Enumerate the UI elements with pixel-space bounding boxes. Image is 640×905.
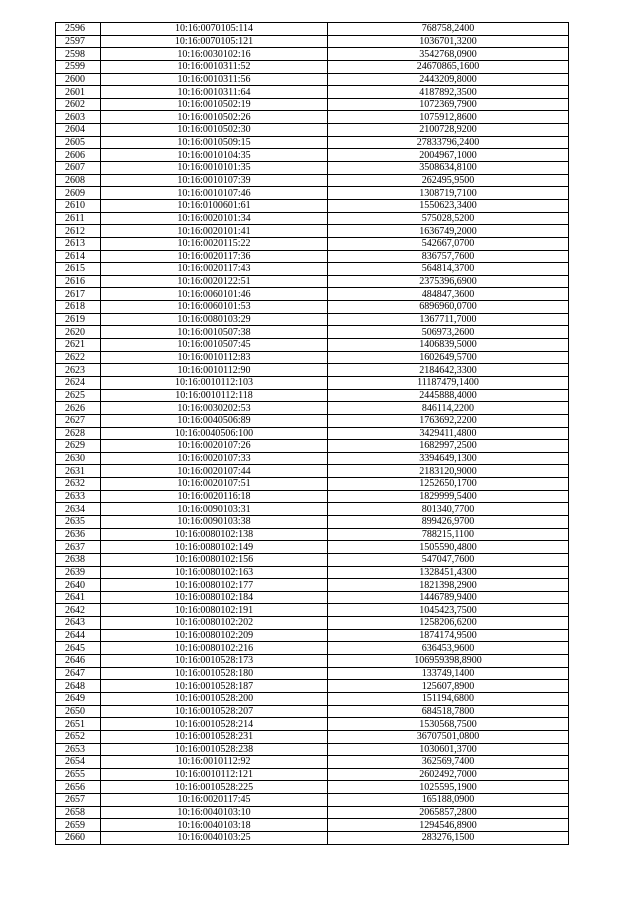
cadastral-number-cell: 10:16:0010528:207 bbox=[101, 705, 328, 718]
cadastral-number-cell: 10:16:0080102:149 bbox=[101, 541, 328, 554]
row-number-cell: 2622 bbox=[56, 351, 101, 364]
table-row bbox=[56, 756, 569, 769]
row-number-cell: 2631 bbox=[56, 465, 101, 478]
cadastral-number-cell: 10:16:0040506:89 bbox=[101, 414, 328, 427]
row-number-cell: 2637 bbox=[56, 541, 101, 554]
table-row bbox=[56, 680, 569, 693]
row-number-cell: 2658 bbox=[56, 806, 101, 819]
table-row bbox=[56, 528, 569, 541]
cadastral-number-cell: 10:16:0040103:10 bbox=[101, 806, 328, 819]
cadastral-value-cell: 125607,8900 bbox=[328, 680, 569, 693]
row-number-cell: 2640 bbox=[56, 579, 101, 592]
cadastral-number-cell: 10:16:0010112:118 bbox=[101, 389, 328, 402]
cadastral-number-cell: 10:16:0010112:103 bbox=[101, 376, 328, 389]
row-number-cell: 2632 bbox=[56, 478, 101, 491]
row-number-cell: 2607 bbox=[56, 162, 101, 175]
cadastral-value-cell: 1075912,8600 bbox=[328, 111, 569, 124]
cadastral-value-cell: 542667,0700 bbox=[328, 237, 569, 250]
table-row bbox=[56, 250, 569, 263]
table-row bbox=[56, 339, 569, 352]
cadastral-number-cell: 10:16:0010528:225 bbox=[101, 781, 328, 794]
row-number-cell: 2605 bbox=[56, 136, 101, 149]
cadastral-value-cell: 1258206,6200 bbox=[328, 617, 569, 630]
row-number-cell: 2624 bbox=[56, 376, 101, 389]
table-row bbox=[56, 98, 569, 111]
row-number-cell: 2656 bbox=[56, 781, 101, 794]
cadastral-value-cell: 1036701,3200 bbox=[328, 35, 569, 48]
cadastral-value-cell: 836757,7600 bbox=[328, 250, 569, 263]
cadastral-number-cell: 10:16:0080102:184 bbox=[101, 591, 328, 604]
table-row bbox=[56, 73, 569, 86]
cadastral-value-cell: 151194,6800 bbox=[328, 692, 569, 705]
table-row bbox=[56, 743, 569, 756]
row-number-cell: 2660 bbox=[56, 832, 101, 845]
cadastral-number-cell: 10:16:0020115:22 bbox=[101, 237, 328, 250]
table-row bbox=[56, 48, 569, 61]
cadastral-value-cell: 1367711,7000 bbox=[328, 313, 569, 326]
cadastral-value-cell: 2184642,3300 bbox=[328, 364, 569, 377]
table-row bbox=[56, 515, 569, 528]
cadastral-number-cell: 10:16:0080102:138 bbox=[101, 528, 328, 541]
row-number-cell: 2618 bbox=[56, 301, 101, 314]
cadastral-number-cell: 10:16:0020107:26 bbox=[101, 440, 328, 453]
cadastral-number-cell: 10:16:0030102:16 bbox=[101, 48, 328, 61]
cadastral-number-cell: 10:16:0010502:30 bbox=[101, 124, 328, 137]
table-row bbox=[56, 389, 569, 402]
cadastral-number-cell: 10:16:0060101:53 bbox=[101, 301, 328, 314]
row-number-cell: 2613 bbox=[56, 237, 101, 250]
table-row bbox=[56, 351, 569, 364]
row-number-cell: 2657 bbox=[56, 794, 101, 807]
cadastral-value-cell: 1406839,5000 bbox=[328, 339, 569, 352]
cadastral-number-cell: 10:16:0080102:177 bbox=[101, 579, 328, 592]
cadastral-number-cell: 10:16:0020107:33 bbox=[101, 452, 328, 465]
row-number-cell: 2651 bbox=[56, 718, 101, 731]
cadastral-number-cell: 10:16:0010528:214 bbox=[101, 718, 328, 731]
row-number-cell: 2643 bbox=[56, 617, 101, 630]
cadastral-number-cell: 10:16:0080103:29 bbox=[101, 313, 328, 326]
table-row bbox=[56, 730, 569, 743]
cadastral-value-cell: 3429411,4800 bbox=[328, 427, 569, 440]
row-number-cell: 2609 bbox=[56, 187, 101, 200]
table-row bbox=[56, 819, 569, 832]
table-row bbox=[56, 174, 569, 187]
cadastral-value-cell: 768758,2400 bbox=[328, 23, 569, 36]
cadastral-value-cell: 1829999,5400 bbox=[328, 490, 569, 503]
cadastral-number-cell: 10:16:0040506:100 bbox=[101, 427, 328, 440]
cadastral-value-cell: 1874174,9500 bbox=[328, 629, 569, 642]
row-number-cell: 2623 bbox=[56, 364, 101, 377]
row-number-cell: 2615 bbox=[56, 263, 101, 276]
table-row bbox=[56, 364, 569, 377]
cadastral-number-cell: 10:16:0010502:19 bbox=[101, 98, 328, 111]
cadastral-value-cell: 801340,7700 bbox=[328, 503, 569, 516]
cadastral-value-cell: 506973,2600 bbox=[328, 326, 569, 339]
cadastral-value-cell: 636453,9600 bbox=[328, 642, 569, 655]
cadastral-value-cell: 1030601,3700 bbox=[328, 743, 569, 756]
table-row bbox=[56, 136, 569, 149]
row-number-cell: 2630 bbox=[56, 452, 101, 465]
cadastral-value-cell: 2375396,6900 bbox=[328, 275, 569, 288]
row-number-cell: 2626 bbox=[56, 402, 101, 415]
cadastral-value-cell: 2602492,7000 bbox=[328, 768, 569, 781]
cadastral-number-cell: 10:16:0010528:187 bbox=[101, 680, 328, 693]
row-number-cell: 2600 bbox=[56, 73, 101, 86]
cadastral-value-cell: 1505590,4800 bbox=[328, 541, 569, 554]
table-row bbox=[56, 376, 569, 389]
row-number-cell: 2614 bbox=[56, 250, 101, 263]
table-row bbox=[56, 402, 569, 415]
row-number-cell: 2659 bbox=[56, 819, 101, 832]
cadastral-value-cell: 133749,1400 bbox=[328, 667, 569, 680]
table-row bbox=[56, 629, 569, 642]
cadastral-number-cell: 10:16:0010107:39 bbox=[101, 174, 328, 187]
cadastral-value-cell: 1045423,7500 bbox=[328, 604, 569, 617]
row-number-cell: 2646 bbox=[56, 655, 101, 668]
cadastral-value-cell: 3394649,1300 bbox=[328, 452, 569, 465]
cadastral-value-cell: 547047,7600 bbox=[328, 553, 569, 566]
cadastral-number-cell: 10:16:0020117:45 bbox=[101, 794, 328, 807]
table-row bbox=[56, 199, 569, 212]
table-row bbox=[56, 111, 569, 124]
cadastral-value-cell: 1530568,7500 bbox=[328, 718, 569, 731]
cadastral-number-cell: 10:16:0080102:209 bbox=[101, 629, 328, 642]
cadastral-value-cell: 1072369,7900 bbox=[328, 98, 569, 111]
cadastral-number-cell: 10:16:0010311:56 bbox=[101, 73, 328, 86]
row-number-cell: 2644 bbox=[56, 629, 101, 642]
row-number-cell: 2597 bbox=[56, 35, 101, 48]
row-number-cell: 2650 bbox=[56, 705, 101, 718]
cadastral-number-cell: 10:16:0010528:238 bbox=[101, 743, 328, 756]
table-row bbox=[56, 414, 569, 427]
row-number-cell: 2627 bbox=[56, 414, 101, 427]
row-number-cell: 2608 bbox=[56, 174, 101, 187]
cadastral-value-cell: 1308719,7100 bbox=[328, 187, 569, 200]
cadastral-value-cell: 24670865,1600 bbox=[328, 60, 569, 73]
table-row bbox=[56, 794, 569, 807]
row-number-cell: 2652 bbox=[56, 730, 101, 743]
cadastral-value-cell: 484847,3600 bbox=[328, 288, 569, 301]
cadastral-value-cell: 106959398,8900 bbox=[328, 655, 569, 668]
table-row bbox=[56, 212, 569, 225]
cadastral-number-cell: 10:16:0010311:64 bbox=[101, 86, 328, 99]
cadastral-value-cell: 2100728,9200 bbox=[328, 124, 569, 137]
cadastral-number-cell: 10:16:0030202:53 bbox=[101, 402, 328, 415]
cadastral-number-cell: 10:16:0080102:156 bbox=[101, 553, 328, 566]
table-row bbox=[56, 35, 569, 48]
cadastral-number-cell: 10:16:0010528:173 bbox=[101, 655, 328, 668]
table-row bbox=[56, 718, 569, 731]
cadastral-number-cell: 10:16:0080102:191 bbox=[101, 604, 328, 617]
row-number-cell: 2648 bbox=[56, 680, 101, 693]
cadastral-value-table bbox=[55, 22, 569, 845]
table-row bbox=[56, 427, 569, 440]
cadastral-number-cell: 10:16:0020116:18 bbox=[101, 490, 328, 503]
table-row bbox=[56, 60, 569, 73]
row-number-cell: 2603 bbox=[56, 111, 101, 124]
row-number-cell: 2636 bbox=[56, 528, 101, 541]
table-row bbox=[56, 705, 569, 718]
table-row bbox=[56, 124, 569, 137]
cadastral-value-cell: 2443209,8000 bbox=[328, 73, 569, 86]
table-row bbox=[56, 162, 569, 175]
cadastral-value-cell: 564814,3700 bbox=[328, 263, 569, 276]
cadastral-value-cell: 36707501,0800 bbox=[328, 730, 569, 743]
table-row bbox=[56, 642, 569, 655]
table-row bbox=[56, 692, 569, 705]
cadastral-number-cell: 10:16:0010507:38 bbox=[101, 326, 328, 339]
table-row bbox=[56, 553, 569, 566]
row-number-cell: 2641 bbox=[56, 591, 101, 604]
cadastral-number-cell: 10:16:0070105:121 bbox=[101, 35, 328, 48]
cadastral-number-cell: 10:16:0010112:121 bbox=[101, 768, 328, 781]
cadastral-number-cell: 10:16:0020101:34 bbox=[101, 212, 328, 225]
cadastral-value-cell: 165188,0900 bbox=[328, 794, 569, 807]
table-row bbox=[56, 326, 569, 339]
table-row bbox=[56, 288, 569, 301]
table-row bbox=[56, 617, 569, 630]
cadastral-value-cell: 1602649,5700 bbox=[328, 351, 569, 364]
cadastral-number-cell: 10:16:0040103:25 bbox=[101, 832, 328, 845]
row-number-cell: 2606 bbox=[56, 149, 101, 162]
row-number-cell: 2611 bbox=[56, 212, 101, 225]
cadastral-number-cell: 10:16:0060101:46 bbox=[101, 288, 328, 301]
cadastral-value-cell: 1025595,1900 bbox=[328, 781, 569, 794]
cadastral-number-cell: 10:16:0020122:51 bbox=[101, 275, 328, 288]
row-number-cell: 2654 bbox=[56, 756, 101, 769]
row-number-cell: 2610 bbox=[56, 199, 101, 212]
table-row bbox=[56, 263, 569, 276]
row-number-cell: 2653 bbox=[56, 743, 101, 756]
cadastral-value-cell: 283276,1500 bbox=[328, 832, 569, 845]
table-row bbox=[56, 86, 569, 99]
row-number-cell: 2617 bbox=[56, 288, 101, 301]
cadastral-value-cell: 3508634,8100 bbox=[328, 162, 569, 175]
row-number-cell: 2621 bbox=[56, 339, 101, 352]
table-row bbox=[56, 301, 569, 314]
cadastral-number-cell: 10:16:0010507:45 bbox=[101, 339, 328, 352]
row-number-cell: 2638 bbox=[56, 553, 101, 566]
cadastral-number-cell: 10:16:0080102:216 bbox=[101, 642, 328, 655]
table-row bbox=[56, 604, 569, 617]
row-number-cell: 2612 bbox=[56, 225, 101, 238]
cadastral-value-cell: 1636749,2000 bbox=[328, 225, 569, 238]
cadastral-number-cell: 10:16:0070105:114 bbox=[101, 23, 328, 36]
table-row bbox=[56, 667, 569, 680]
cadastral-value-cell: 788215,1100 bbox=[328, 528, 569, 541]
table-row bbox=[56, 187, 569, 200]
row-number-cell: 2596 bbox=[56, 23, 101, 36]
cadastral-number-cell: 10:16:0010311:52 bbox=[101, 60, 328, 73]
row-number-cell: 2619 bbox=[56, 313, 101, 326]
cadastral-number-cell: 10:16:0010528:231 bbox=[101, 730, 328, 743]
cadastral-value-cell: 684518,7800 bbox=[328, 705, 569, 718]
table-row bbox=[56, 655, 569, 668]
table-row bbox=[56, 313, 569, 326]
row-number-cell: 2645 bbox=[56, 642, 101, 655]
row-number-cell: 2635 bbox=[56, 515, 101, 528]
table-row bbox=[56, 566, 569, 579]
row-number-cell: 2604 bbox=[56, 124, 101, 137]
row-number-cell: 2647 bbox=[56, 667, 101, 680]
table-row bbox=[56, 503, 569, 516]
cadastral-number-cell: 10:16:0010112:92 bbox=[101, 756, 328, 769]
row-number-cell: 2602 bbox=[56, 98, 101, 111]
cadastral-value-cell: 2183120,9000 bbox=[328, 465, 569, 478]
cadastral-value-cell: 2445888,4000 bbox=[328, 389, 569, 402]
cadastral-value-cell: 1763692,2200 bbox=[328, 414, 569, 427]
cadastral-number-cell: 10:16:0010502:26 bbox=[101, 111, 328, 124]
cadastral-value-cell: 899426,9700 bbox=[328, 515, 569, 528]
cadastral-value-cell: 11187479,1400 bbox=[328, 376, 569, 389]
row-number-cell: 2625 bbox=[56, 389, 101, 402]
row-number-cell: 2634 bbox=[56, 503, 101, 516]
cadastral-number-cell: 10:16:0020117:43 bbox=[101, 263, 328, 276]
table-row bbox=[56, 832, 569, 845]
cadastral-value-cell: 4187892,3500 bbox=[328, 86, 569, 99]
table-row bbox=[56, 781, 569, 794]
table-row bbox=[56, 591, 569, 604]
cadastral-number-cell: 10:16:0090103:31 bbox=[101, 503, 328, 516]
table-row bbox=[56, 478, 569, 491]
cadastral-number-cell: 10:16:0010528:200 bbox=[101, 692, 328, 705]
cadastral-number-cell: 10:16:0040103:18 bbox=[101, 819, 328, 832]
cadastral-value-cell: 1550623,3400 bbox=[328, 199, 569, 212]
row-number-cell: 2639 bbox=[56, 566, 101, 579]
cadastral-value-cell: 362569,7400 bbox=[328, 756, 569, 769]
row-number-cell: 2616 bbox=[56, 275, 101, 288]
cadastral-number-cell: 10:16:0010528:180 bbox=[101, 667, 328, 680]
row-number-cell: 2620 bbox=[56, 326, 101, 339]
cadastral-number-cell: 10:16:0010112:90 bbox=[101, 364, 328, 377]
cadastral-value-cell: 6896960,0700 bbox=[328, 301, 569, 314]
cadastral-number-cell: 10:16:0010107:46 bbox=[101, 187, 328, 200]
table-row bbox=[56, 225, 569, 238]
table-row bbox=[56, 440, 569, 453]
cadastral-number-cell: 10:16:0010101:35 bbox=[101, 162, 328, 175]
cadastral-number-cell: 10:16:0010104:35 bbox=[101, 149, 328, 162]
cadastral-number-cell: 10:16:0100601:61 bbox=[101, 199, 328, 212]
cadastral-value-cell: 1446789,9400 bbox=[328, 591, 569, 604]
table-row bbox=[56, 465, 569, 478]
cadastral-number-cell: 10:16:0020101:41 bbox=[101, 225, 328, 238]
row-number-cell: 2629 bbox=[56, 440, 101, 453]
cadastral-number-cell: 10:16:0080102:202 bbox=[101, 617, 328, 630]
cadastral-number-cell: 10:16:0020107:51 bbox=[101, 478, 328, 491]
row-number-cell: 2633 bbox=[56, 490, 101, 503]
cadastral-number-cell: 10:16:0020107:44 bbox=[101, 465, 328, 478]
table-row bbox=[56, 149, 569, 162]
table-row bbox=[56, 237, 569, 250]
cadastral-value-cell: 262495,9500 bbox=[328, 174, 569, 187]
row-number-cell: 2598 bbox=[56, 48, 101, 61]
table-row bbox=[56, 452, 569, 465]
row-number-cell: 2642 bbox=[56, 604, 101, 617]
cadastral-number-cell: 10:16:0010509:15 bbox=[101, 136, 328, 149]
table-row bbox=[56, 768, 569, 781]
cadastral-number-cell: 10:16:0080102:163 bbox=[101, 566, 328, 579]
row-number-cell: 2628 bbox=[56, 427, 101, 440]
cadastral-number-cell: 10:16:0090103:38 bbox=[101, 515, 328, 528]
cadastral-value-cell: 2065857,2800 bbox=[328, 806, 569, 819]
table-row bbox=[56, 275, 569, 288]
cadastral-value-cell: 1682997,2500 bbox=[328, 440, 569, 453]
table-body bbox=[56, 23, 569, 845]
row-number-cell: 2601 bbox=[56, 86, 101, 99]
table-row bbox=[56, 490, 569, 503]
cadastral-value-cell: 846114,2200 bbox=[328, 402, 569, 415]
row-number-cell: 2599 bbox=[56, 60, 101, 73]
cadastral-value-cell: 1252650,1700 bbox=[328, 478, 569, 491]
table-row bbox=[56, 579, 569, 592]
cadastral-value-cell: 1294546,8900 bbox=[328, 819, 569, 832]
row-number-cell: 2649 bbox=[56, 692, 101, 705]
row-number-cell: 2655 bbox=[56, 768, 101, 781]
cadastral-number-cell: 10:16:0020117:36 bbox=[101, 250, 328, 263]
cadastral-value-cell: 1821398,2900 bbox=[328, 579, 569, 592]
table-row bbox=[56, 23, 569, 36]
cadastral-value-cell: 27833796,2400 bbox=[328, 136, 569, 149]
cadastral-value-cell: 1328451,4300 bbox=[328, 566, 569, 579]
cadastral-value-cell: 575028,5200 bbox=[328, 212, 569, 225]
table-row bbox=[56, 541, 569, 554]
cadastral-value-cell: 3542768,0900 bbox=[328, 48, 569, 61]
cadastral-number-cell: 10:16:0010112:83 bbox=[101, 351, 328, 364]
cadastral-value-cell: 2004967,1000 bbox=[328, 149, 569, 162]
table-row bbox=[56, 806, 569, 819]
